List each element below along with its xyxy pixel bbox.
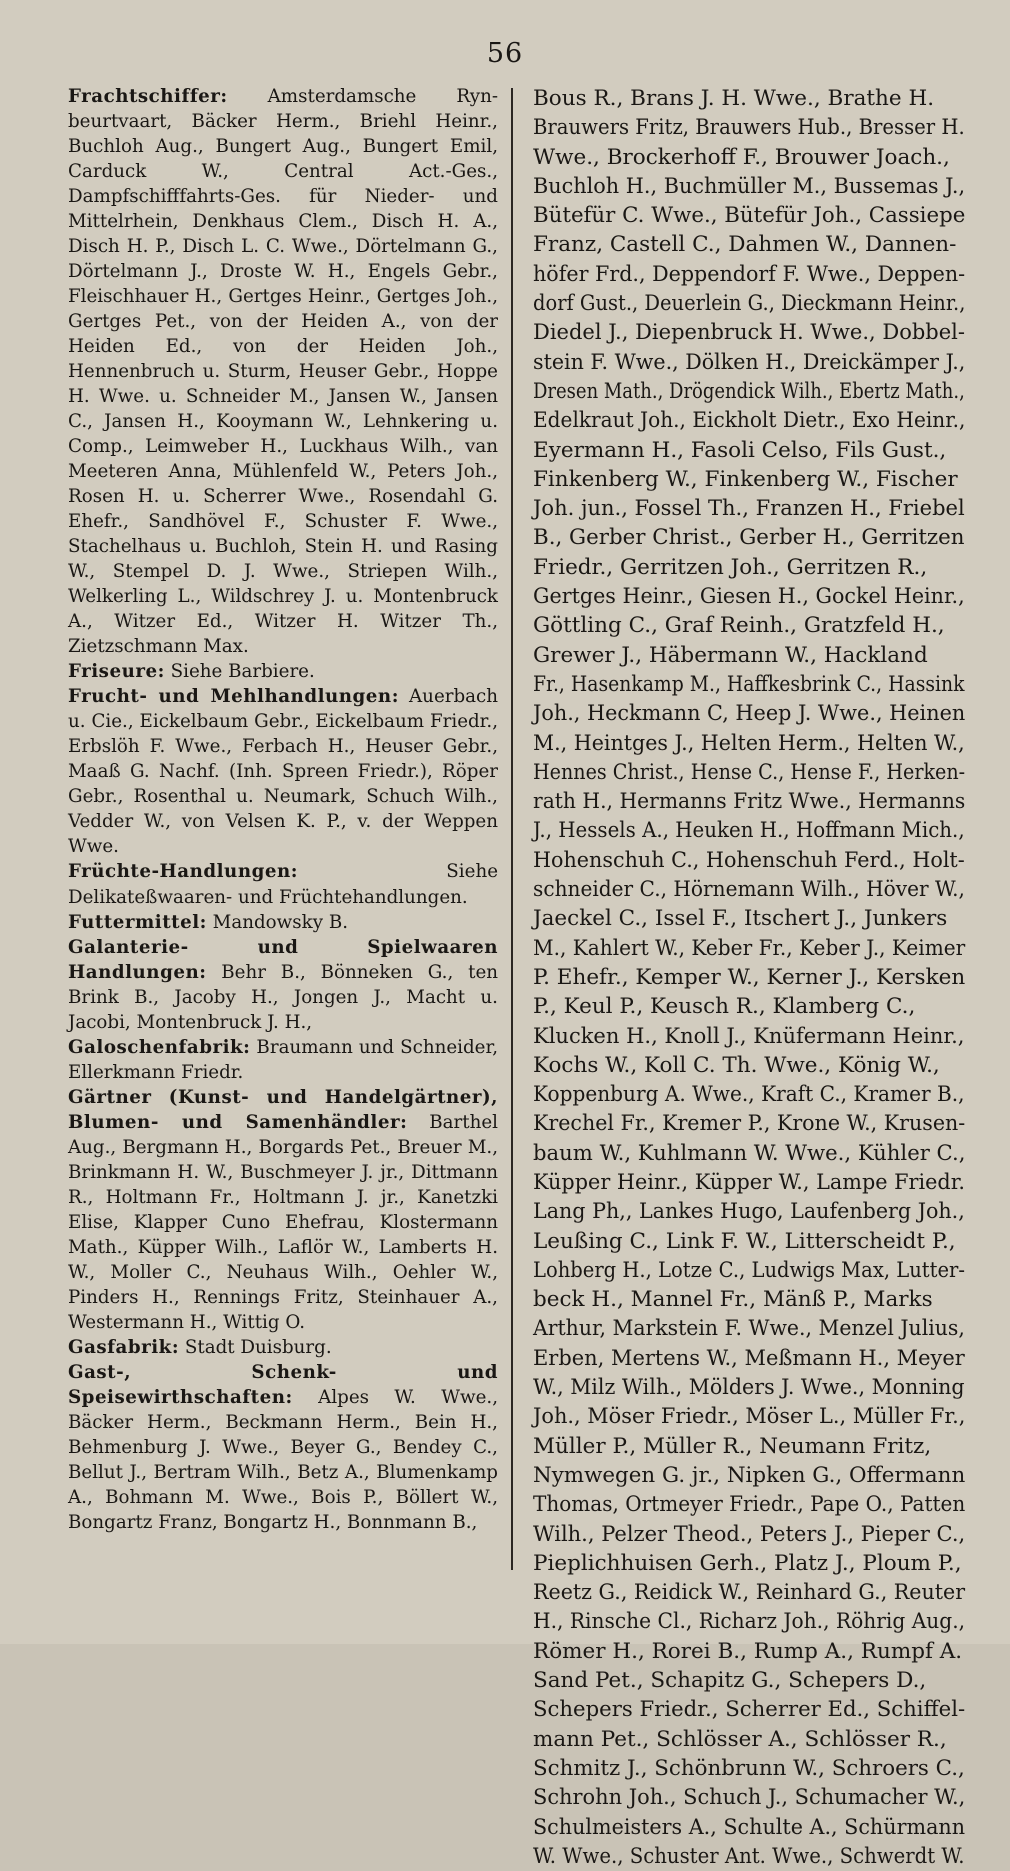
left-column: [68, 84, 498, 1535]
entry-text: Siehe Barbiere.: [164, 661, 315, 683]
text-line: schneider C., Hörnemann Wilh., Höver W.,: [533, 877, 965, 903]
text-line: Nymwegen G. jr., Nipken G., Offermann: [533, 1462, 966, 1488]
text-line: Dresen Math., Drögendick Wilh., Ebertz Math.,: [533, 378, 965, 404]
text-line: Bous R., Brans J. H. Wwe., Brathe H.: [533, 86, 935, 111]
directory-entry: [68, 910, 498, 935]
text-line: höfer Frd., Deppendorf F. Wwe., Deppen-: [533, 261, 966, 287]
entry-heading: Galoschenfabrik:: [68, 1036, 251, 1058]
text-line: dorf Gust., Deuerlein G., Dieckmann Heinr.,: [533, 291, 966, 317]
directory-entry: [68, 84, 498, 659]
text-line: Schulmeisters A., Schulte A., Schürmann: [533, 1814, 966, 1840]
entry-heading: Gasfabrik:: [68, 1336, 180, 1358]
text-line: Gertges Heinr., Giesen H., Gockel Heinr.,: [533, 584, 965, 610]
directory-entry: [68, 1035, 498, 1085]
text-line: Hohenschuh C., Hohenschuh Ferd., Holt-: [533, 847, 965, 873]
text-line: Joh., Heckmann C, Heep J. Wwe., Heinen: [533, 701, 966, 727]
text-line: Jaeckel C., Issel F., Itschert J., Junkers: [533, 906, 948, 932]
entry-text: Amsterdamsche Ryn-beurtvaart, Bäcker Herm., Briehl Heinr., Buchloh Aug., Bungert Aug., Bungert Emil, Carduck W., Central Act.-Ges., Dampfschifffahrts-Ges. für Nieder- und Mittelrhein, Denkhaus Clem., Disch H. A., Disch H. P., Disch L. C. Wwe., Dörtelmann G., Dörtelmann J., Droste W. H., Engels Gebr., Fleischhauer H., Gertges Heinr., Gertges Joh., Gertges Pet., von der Heiden A., von der Heiden Ed., von der Heiden Joh., Hennenbruch u. Sturm, Heuser Gebr., Hoppe H. Wwe. u. Schneider M., Jansen W., Jansen C., Jansen H., Kooymann W., Lehnkering u. Comp., Leimweber H., Luckhaus Wilh., van Meeteren Anna, Mühlenfeld W., Peters Joh., Rosen H. u. Scherrer Wwe., Rosendahl G. Ehefr., Sandhövel F., Schuster F. Wwe., Stachelhaus u. Buchloh, Stein H. und Rasing W., Stempel D. J. Wwe., Striepen Wilh., Welkerling L., Wildschrey J. u. Montenbruck A., Witzer Ed., Witzer H. Witzer Th., Zietzschmann Max.: [68, 86, 498, 658]
directory-entry: [68, 659, 498, 684]
text-line: Eyermann H., Fasoli Celso, Fils Gust.,: [533, 437, 947, 463]
entry-heading: Früchte-Handlungen:: [68, 861, 298, 883]
text-line: Pieplichhuisen Gerh., Platz J., Ploum P.,: [533, 1550, 962, 1576]
text-line: Buchloh H., Buchmüller M., Bussemas J.,: [533, 173, 966, 199]
text-line: rath H., Hermanns Fritz Wwe., Hermanns: [533, 789, 966, 815]
text-line: Finkenberg W., Finkenberg W., Fischer: [533, 466, 958, 492]
entry-heading: Gast-, Schenk- und Speisewirthschaften:: [68, 1361, 498, 1408]
text-line: Lohberg H., Lotze C., Ludwigs Max, Lutter-: [533, 1257, 965, 1283]
entry-text: Siehe Delikateßwaaren- und Früchtehandlungen.: [68, 861, 498, 908]
directory-entry: [68, 859, 498, 909]
text-line: Hennes Christ., Hense C., Hense F., Herken-: [533, 759, 966, 785]
text-line: Koppenburg A. Wwe., Kraft C., Kramer B.,: [533, 1082, 965, 1108]
text-line: Schrohn Joh., Schuch J., Schumacher W.,: [533, 1785, 966, 1811]
text-line: stein F. Wwe., Dölken H., Dreickämper J.,: [533, 349, 966, 375]
page-number: 56: [486, 38, 524, 69]
text-line: Franz, Castell C., Dahmen W., Dannen-: [533, 232, 957, 258]
entry-text: Braumann und Schneider, Ellerkmann Friedr.: [68, 1036, 498, 1083]
entry-text: Auerbach u. Cie., Eickelbaum Gebr., Eickelbaum Friedr., Erbslöh F. Wwe., Ferbach H., Heuser Gebr., Maaß G. Nachf. (Inh. Spreen Friedr.), Röper Gebr., Rosenthal u. Neumark, Schuch Wilh., Vedder W., von Velsen K. P., v. der Weppen Wwe.: [68, 686, 498, 858]
directory-entry: [68, 1360, 498, 1535]
directory-entry: [68, 935, 498, 1035]
text-line: Schmitz J., Schönbrunn W., Schroers C.,: [533, 1755, 965, 1781]
text-line: Leußing C., Link F. W., Litterscheidt P.,: [533, 1228, 956, 1254]
text-line: Joh. jun., Fossel Th., Franzen H., Friebel: [533, 496, 965, 522]
directory-entry: [68, 1335, 498, 1360]
text-line: Wilh., Pelzer Theod., Peters J., Pieper C.,: [533, 1521, 966, 1547]
text-line: Küpper Heinr., Küpper W., Lampe Friedr.: [533, 1169, 965, 1195]
text-line: P., Keul P., Keusch R., Klamberg C.,: [533, 994, 916, 1020]
text-line: Schepers Friedr., Scherrer Ed., Schiffel-: [533, 1697, 966, 1723]
entry-heading: Frucht- und Mehlhandlungen:: [68, 686, 399, 708]
text-line: Wwe., Brockerhoff F., Brouwer Joach.,: [533, 144, 950, 170]
text-line: H., Rinsche Cl., Richarz Joh., Röhrig Aug.,: [533, 1609, 966, 1635]
text-line: mann Pet., Schlösser A., Schlösser R.,: [533, 1726, 947, 1752]
text-line: Lang Ph,, Lankes Hugo, Laufenberg Joh.,: [533, 1199, 965, 1225]
entry-text: Mandowsky B.: [206, 911, 349, 933]
text-line: Thomas, Ortmeyer Friedr., Pape O., Patten: [533, 1492, 966, 1518]
directory-entry: [68, 1085, 498, 1335]
text-line: Edelkraut Joh., Eickholt Dietr., Exo Heinr.,: [533, 408, 966, 434]
entry-text: Alpes W. Wwe., Bäcker Herm., Beckmann Herm., Bein H., Behmenburg J. Wwe., Beyer G., Bendey C., Bellut J., Bertram Wilh., Betz A., Blumenkamp A., Bohmann M. Wwe., Bois P., Böllert W., Bongartz Franz, Bongartz H., Bonnmann B.,: [68, 1386, 498, 1533]
text-line: Kochs W., Koll C. Th. Wwe., König W.,: [533, 1052, 940, 1078]
entry-heading: Gärtner (Kunst- und Handelgärtner), Blumen- und Samenhändler:: [68, 1086, 498, 1133]
text-line: Krechel Fr., Kremer P., Krone W., Krusen-: [533, 1111, 966, 1137]
text-line: M., Kahlert W., Keber Fr., Keber J., Keimer: [533, 935, 966, 961]
text-line: Klucken H., Knoll J., Knüfermann Heinr.,: [533, 1023, 965, 1049]
text-line: W., Milz Wilh., Mölders J. Wwe., Monning: [533, 1375, 965, 1401]
text-line: beck H., Mannel Fr., Mänß P., Marks: [533, 1287, 933, 1313]
text-line: Reetz G., Reidick W., Reinhard G., Reuter: [533, 1580, 966, 1606]
entry-heading: Friseure:: [68, 661, 165, 683]
text-line: Sand Pet., Schapitz G., Schepers D.,: [533, 1668, 927, 1694]
entry-text: Behr B., Bönneken G., ten Brink B., Jacoby H., Jongen J., Macht u. Jacobi, Montenbruck J. H.,: [68, 961, 498, 1033]
text-line: W. Wwe., Schuster Ant. Wwe., Schwerdt W.: [533, 1843, 965, 1869]
right-column: [533, 84, 965, 1871]
column-divider: [511, 88, 513, 1570]
text-line: baum W., Kuhlmann W. Wwe., Kühler C.,: [533, 1140, 966, 1166]
entry-heading: Frachtschiffer:: [68, 86, 228, 107]
text-line: Fr., Hasenkamp M., Haffkesbrink C., Hassink: [533, 671, 965, 697]
text-line: M., Heintges J., Helten Herm., Helten W.,: [533, 730, 965, 756]
text-line: J., Hessels A., Heuken H., Hoffmann Mich.,: [533, 818, 965, 844]
text-line: Arthur, Markstein F. Wwe., Menzel Julius,: [533, 1316, 965, 1342]
text-line: Joh., Möser Friedr., Möser L., Müller Fr.,: [533, 1404, 966, 1430]
entry-heading: Futtermittel:: [68, 911, 207, 933]
text-line: Müller P., Müller R., Neumann Fritz,: [533, 1433, 932, 1459]
entry-text: Stadt Duisburg.: [179, 1336, 332, 1358]
text-line: Friedr., Gerritzen Joh., Gerritzen R.,: [533, 554, 928, 580]
text-line: Diedel J., Diepenbruck H. Wwe., Dobbel-: [533, 320, 966, 346]
text-line: Bütefür C. Wwe., Bütefür Joh., Cassiepe: [533, 203, 966, 229]
text-line: Brauwers Fritz, Brauwers Hub., Bresser H.: [533, 115, 965, 141]
text-line: Erben, Mertens W., Meßmann H., Meyer: [533, 1345, 965, 1371]
entry-heading: Galanterie- und Spielwaaren Handlungen:: [68, 936, 498, 983]
text-line: P. Ehefr., Kemper W., Kerner J., Kersken: [533, 964, 966, 990]
text-line: B., Gerber Christ., Gerber H., Gerritzen: [533, 525, 965, 551]
text-line: Göttling C., Graf Reinh., Gratzfeld H.,: [533, 613, 945, 639]
text-line: Grewer J., Häbermann W., Hackland: [533, 642, 928, 668]
entry-text: Barthel Aug., Bergmann H., Borgards Pet., Breuer M., Brinkmann H. W., Buschmeyer J. jr., Dittmann R., Holtmann Fr., Holtmann J. jr., Kanetzki Elise, Klapper Cuno Ehefrau, Klostermann Math., Küpper Wilh., Laflör W., Lamberts H. W., Moller C., Neuhaus Wilh., Oehler W., Pinders H., Rennings Fritz, Steinhauer A., Westermann H., Wittig O.: [68, 1111, 498, 1333]
text-line: Römer H., Rorei B., Rump A., Rumpf A.: [533, 1638, 963, 1664]
directory-entry: [68, 684, 498, 859]
